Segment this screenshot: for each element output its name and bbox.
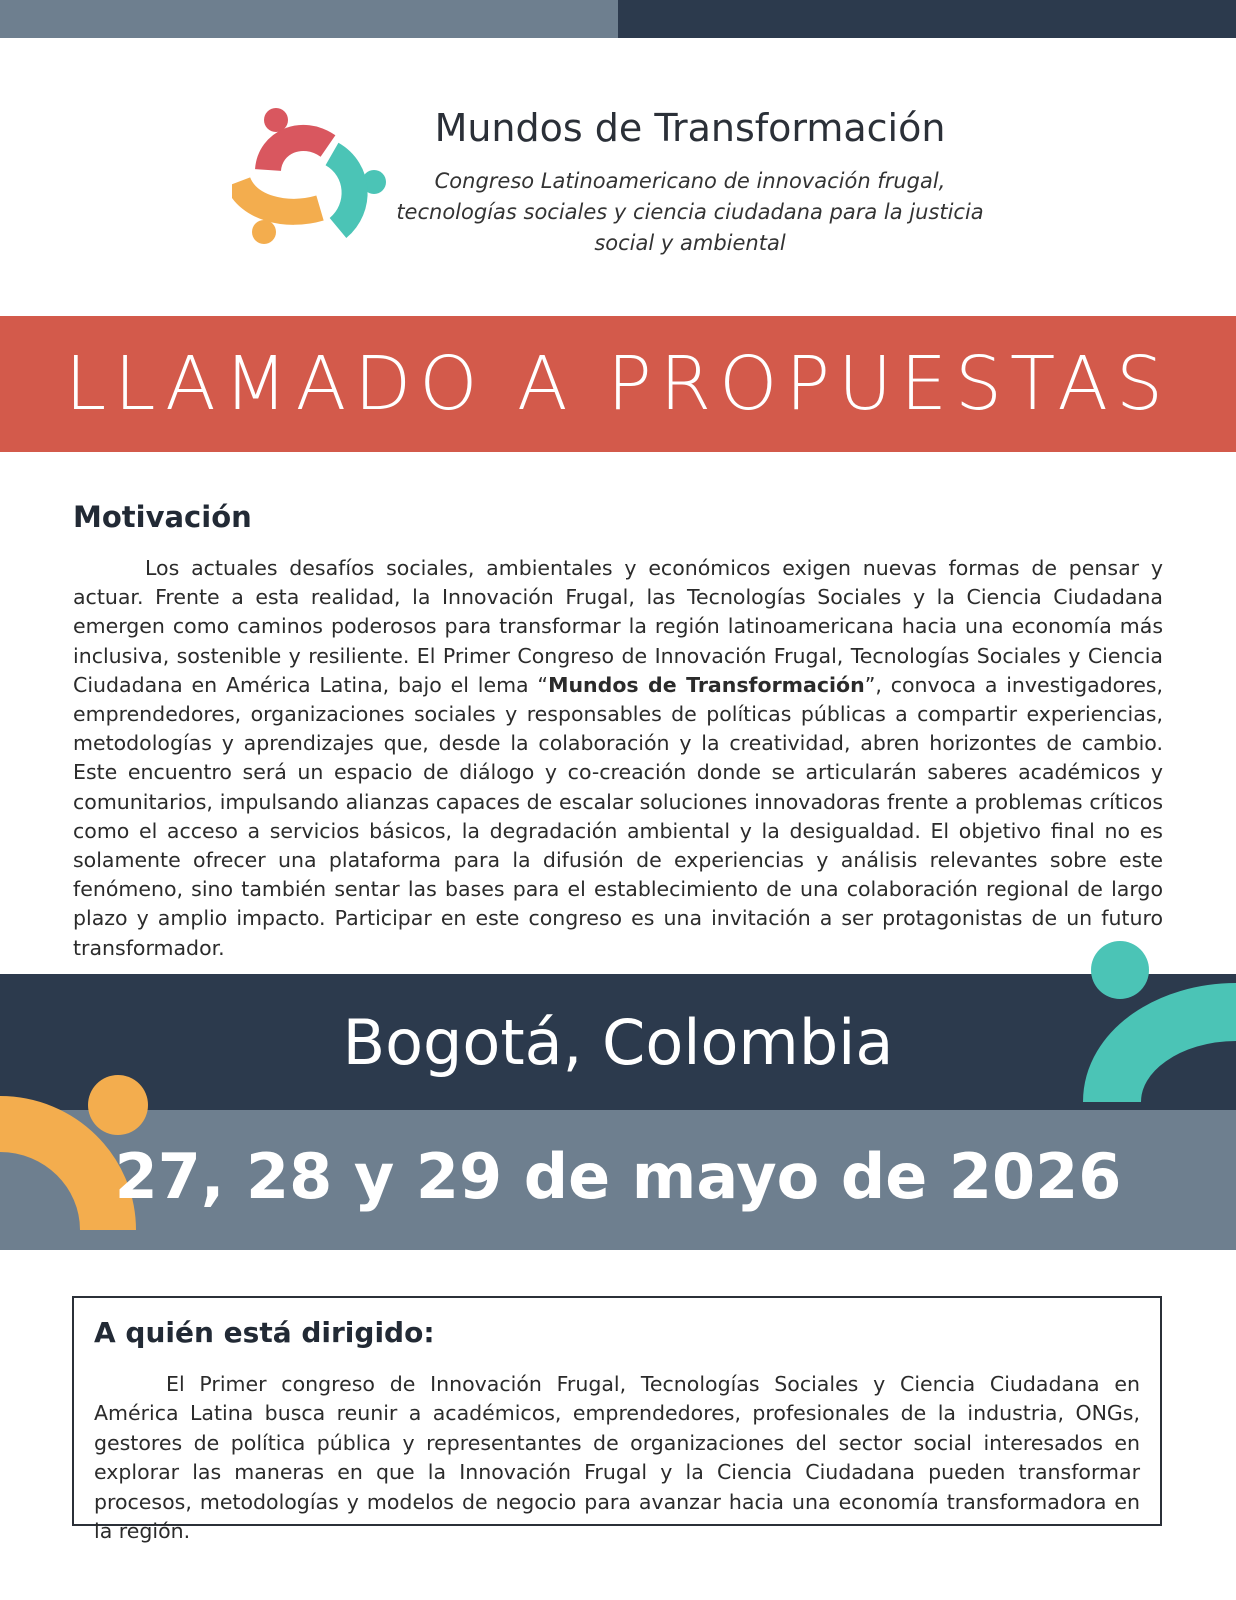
logo-orange-arc	[238, 182, 320, 212]
top-bar-left	[0, 0, 618, 38]
event-dates: 27, 28 y 29 de mayo de 2026	[114, 1140, 1122, 1213]
logo-teal-arc	[332, 154, 355, 228]
audience-paragraph: El Primer congreso de Innovación Frugal, Tecnologías Sociales y Ciencia Ciudadana en América Latina busca reunir a académicos, emprendedores, profesionales de la industria, ONGs, gestores de política pública y representantes de organizaciones del sector social interesados en explorar las maneras en que la Innovación Frugal y la Ciencia Ciudadana pueden transformar procesos, metodologías y modelos de negocio para avanzar hacia una economía transformadora en la región.	[94, 1372, 1140, 1544]
motivation-slogan: Mundos de Transformación	[548, 672, 865, 697]
call-for-proposals-banner	[0, 316, 1236, 452]
logo-orange-dot	[252, 220, 276, 244]
audience-heading: A quién está dirigido:	[94, 1316, 435, 1349]
motivation-heading: Motivación	[73, 500, 252, 534]
motivation-text-after: ”, convoca a investigadores, emprendedores, organizaciones sociales y responsables de políticas públicas a compartir experiencias, metodologías y aprendizajes que, desde la colaboración y la creatividad, abren horizontes de cambio. Este encuentro será un espacio de diálogo y co-creación donde se articularán saberes académicos y comunitarios, impulsando alianzas capaces de escalar soluciones innovadoras frente a problemas críticos como el acceso a servicios básicos, la degradación ambiental y la desigualdad. El objetivo final no es solamente ofrecer una plataforma para la difusión de experiencias y análisis relevantes sobre este fenómeno, sino también sentar las bases para el establecimiento de una colaboración regional de largo plazo y amplio impacto. Participar en este congreso es una invitación a ser protagonistas de un futuro transformador.	[73, 672, 1164, 960]
call-for-proposals-title: LLAMADO A PROPUESTAS	[65, 341, 1171, 427]
audience-box	[72, 1296, 1162, 1544]
brand-subtitle: Congreso Latinoamericano de innovación frugal, tecnologías sociales y ciencia ciudadana para la justicia social y ambiental	[396, 169, 984, 255]
logo-coral-arc	[268, 138, 328, 170]
top-bar-right	[618, 0, 1236, 38]
motivation-text-before: Los actuales desafíos sociales, ambientales y económicos exigen nuevas formas de pensar y actuar. Frente a esta realidad, la Innovación Frugal, las Tecnologías Sociales y la Ciencia Ciudadana emergen como caminos poderosos para transformar la región latinoamericana hacia una economía más inclusiva, sostenible y resiliente. El Primer Congreso de Innovación Frugal, Tecnologías Sociales y Ciencia Ciudadana en América Latina, bajo el lema “	[73, 556, 1163, 697]
event-location: Bogotá, Colombia	[342, 1006, 894, 1079]
congress-logo-icon	[232, 100, 402, 260]
brand-title: Mundos de Transformación	[434, 106, 946, 150]
motivation-paragraph	[73, 554, 1163, 963]
logo-coral-dot	[264, 108, 288, 132]
